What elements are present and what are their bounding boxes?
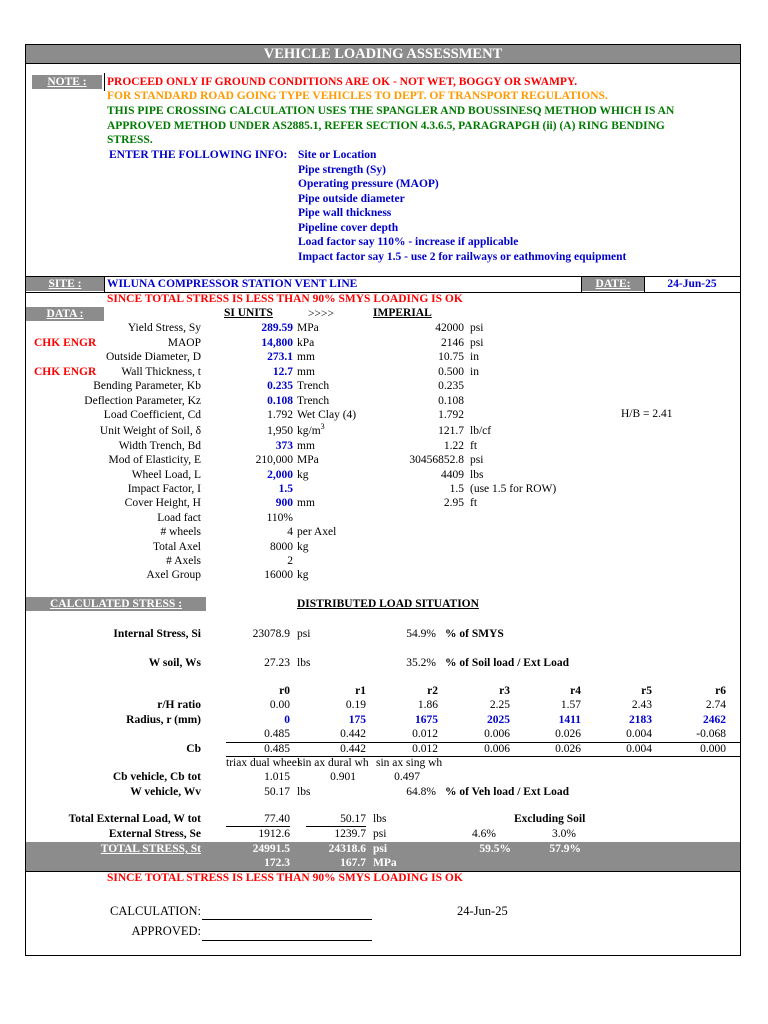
si-value: 1.792 [267,409,293,421]
cb-vehicle-value: 0.497 [394,771,420,783]
enter-info-label: ENTER THE FOLLOWING INFO: [109,149,288,161]
si-value: 210,000 [255,454,293,466]
divider [226,742,740,743]
r-header: r2 [427,685,438,697]
si-value: 900 [275,497,293,509]
imperial-value: 1.22 [443,440,464,452]
row-label: Load fact [157,512,201,524]
w-vehicle-unit: lbs [297,786,311,798]
rh-ratio-value: 1.86 [417,699,438,711]
arrows: >>>> [308,308,334,320]
cb-raw-value: 0.004 [626,728,652,740]
enter-item: Load factor say 110% - increase if applicable [298,236,519,248]
imperial-unit: (use 1.5 for ROW) [470,483,557,495]
wsoil-unit: lbs [297,657,311,669]
si-value: 289.59 [261,322,293,334]
r-header: r1 [355,685,366,697]
radius-label: Radius, r (mm) [126,714,201,726]
imperial-header: IMPERIAL [373,307,432,319]
imperial-value: 0.108 [438,395,464,407]
w-tot-label: Total External Load, W tot [68,813,201,825]
calculation-label: CALCULATION: [110,904,201,918]
si-value: 14,800 [261,337,293,349]
r-header: r6 [715,685,726,697]
si-value: 2 [287,555,293,567]
si-value: 12.7 [272,366,293,378]
enter-item: Site or Location [298,149,377,161]
si-unit: per Axel [297,526,337,538]
total-stress-value-2: 24318.6 [328,843,366,855]
cb-value: 0.485 [264,743,290,755]
w-tot-value-1: 77.40 [264,813,290,825]
cb-label: Cb [186,743,201,755]
wheel-type: triax dual wheel [226,757,301,769]
si-unit: MPa [297,454,319,466]
si-unit: kPa [297,337,315,349]
title-band [26,45,740,63]
cb-raw-value: 0.442 [340,728,366,740]
note-line-3b: APPROVED METHOD UNDER AS2885.1, REFER SECTION 4.3.6.5, PARAGRAPGH (ii) (A) RING BENDING [107,120,665,132]
total-stress-pct-2: 57.9% [549,843,581,855]
imperial-value: 121.7 [438,425,464,437]
si-value: 2,000 [267,469,293,481]
si-value: 1,950 [267,425,293,437]
enter-item: Pipeline cover depth [298,222,399,234]
cb-value: 0.004 [626,743,652,755]
cb-value: 0.012 [412,743,438,755]
si-unit: MPa [297,322,319,334]
w-vehicle-desc: % of Veh load / Ext Load [445,786,569,798]
cb-raw-value: -0.068 [696,728,726,740]
w-vehicle-value: 50.17 [264,786,290,798]
calculation-date: 24-Jun-25 [457,904,508,918]
imperial-unit: lbs [470,469,484,481]
site-label: SITE : [26,277,104,291]
imperial-unit: in [470,351,479,363]
si-unit: mm [297,366,315,378]
calculation-signature-line[interactable] [202,919,372,920]
page-title: VEHICLE LOADING ASSESSMENT [263,46,503,62]
r-header: r5 [641,685,652,697]
si-value: 16000 [264,569,293,581]
note-label: NOTE : [32,75,102,89]
note-line-3c: STRESS. [107,134,153,146]
enter-item: Pipe wall thickness [298,207,392,219]
enter-item: Operating pressure (MAOP) [298,178,439,190]
row-label: MAOP [167,337,201,349]
cb-value: 0.026 [555,743,581,755]
imperial-unit: in [470,366,479,378]
internal-stress-pct: 54.9% [406,628,436,640]
divider [644,276,645,292]
cb-vehicle-value: 0.901 [330,771,356,783]
excluding-soil-label: Excluding Soil [514,813,586,825]
si-value: 8000 [270,541,293,553]
distributed-load-heading: DISTRIBUTED LOAD SITUATION [297,598,479,610]
imperial-unit: ft [470,497,478,509]
w-tot-value-2: 50.17 [340,813,366,825]
si-value: 373 [275,440,293,452]
check-engineer-flag: CHK ENGR [34,366,97,378]
radius-value: 0 [284,714,290,726]
data-label: DATA : [26,307,104,321]
row-label: Deflection Parameter, Kz [84,395,201,407]
site-value: WILUNA COMPRESSOR STATION VENT LINE [107,278,358,290]
row-label: Impact Factor, I [127,483,201,495]
r-header: r0 [279,685,290,697]
si-unit: kg [297,541,309,553]
total-stress-mpa-2: 167.7 [340,857,366,869]
r-header: r3 [499,685,510,697]
enter-item: Pipe outside diameter [298,193,405,205]
rh-ratio-value: 0.00 [269,699,290,711]
row-label: Width Trench, Bd [118,440,201,452]
si-unit [297,424,325,438]
radius-value: 2462 [703,714,726,726]
si-unit: mm [297,440,315,452]
si-value: 273.1 [267,351,293,363]
conclusion-top: SINCE TOTAL STRESS IS LESS THAN 90% SMYS LOADING IS OK [107,293,463,305]
cb-raw-value: 0.485 [264,728,290,740]
row-label: Load Coefficient, Cd [103,409,201,421]
imperial-unit: psi [470,337,484,349]
cb-value: 0.000 [700,743,726,755]
wsoil-label: W soil, Ws [148,657,201,669]
si-unit: kg [297,469,309,481]
cb-vehicle-value: 1.015 [264,771,290,783]
wheel-type: sin ax dural wh [298,757,369,769]
cb-value: 0.006 [484,743,510,755]
row-label: Axel Group [146,569,201,581]
internal-stress-desc: % of SMYS [445,628,504,640]
si-value: 1.5 [278,483,293,495]
rh-ratio-value: 0.19 [345,699,366,711]
w-vehicle-label: W vehicle, Wv [130,786,201,798]
imperial-unit: psi [470,454,484,466]
note-line-3a: THIS PIPE CROSSING CALCULATION USES THE SPANGLER AND BOUSSINESQ METHOD WHICH IS AN [107,105,675,117]
internal-stress-label: Internal Stress, Si [113,628,201,640]
divider [26,63,740,64]
imperial-value: 42000 [435,322,464,334]
si-value: 4 [287,526,293,538]
hb-ratio [621,407,673,421]
cb-value: 0.442 [340,743,366,755]
external-stress-unit: psi [373,828,387,840]
date-value: 24-Jun-25 [667,278,717,290]
imperial-unit: ft [470,440,478,452]
total-stress-pct-1: 59.5% [479,843,511,855]
row-label: Unit Weight of Soil, δ [99,425,201,437]
enter-item: Impact factor say 1.5 - use 2 for railways or eathmoving equipment [298,251,627,263]
external-stress-value-1: 1912.6 [258,828,290,840]
si-unit-superscript: 3 [320,422,325,432]
row-label: Cover Height, H [124,497,201,509]
imperial-value: 2146 [441,337,464,349]
row-label: # wheels [160,526,201,538]
rh-ratio-value: 2.74 [705,699,726,711]
row-label: Bending Parameter, Kb [93,380,201,392]
conclusion-bottom: SINCE TOTAL STRESS IS LESS THAN 90% SMYS LOADING IS OK [107,872,463,884]
cb-vehicle-label: Cb vehicle, Cb tot [112,771,201,783]
si-value: 110% [266,512,293,524]
radius-value: 2183 [629,714,652,726]
si-unit: kg [297,569,309,581]
rh-ratio-value: 2.43 [631,699,652,711]
wsoil-value: 27.23 [264,657,290,669]
wsoil-pct: 35.2% [406,657,436,669]
rh-ratio-label: r/H ratio [157,699,201,711]
imperial-value: 2.95 [443,497,464,509]
row-label: Total Axel [152,541,201,553]
rh-ratio-value: 1.57 [560,699,581,711]
note-line-2: FOR STANDARD ROAD GOING TYPE VEHICLES TO DEPT. OF TRANSPORT REGULATIONS. [107,90,608,102]
divider [104,73,105,91]
total-stress-mpa-1: 172.3 [264,857,290,869]
w-tot-unit: lbs [373,813,387,825]
w-vehicle-pct: 64.8% [406,786,436,798]
total-stress-mpa-unit: MPa [373,857,397,869]
row-label: # Axels [166,555,201,567]
si-unit: Wet Clay (4) [297,409,357,421]
radius-value: 2025 [487,714,510,726]
radius-value: 1675 [415,714,438,726]
si-units-header: SI UNITS [224,307,273,319]
external-stress-pct-1: 4.6% [472,828,496,840]
enter-item: Pipe strength (Sy) [298,164,386,176]
imperial-unit: psi [470,322,484,334]
radius-value: 1411 [558,714,581,726]
cb-raw-value: 0.012 [412,728,438,740]
imperial-value: 0.235 [438,380,464,392]
total-stress-unit: psi [373,843,388,855]
imperial-value: 1.792 [438,409,464,421]
si-unit: mm [297,497,315,509]
row-label: Wheel Load, L [131,469,201,481]
wsoil-desc: % of Soil load / Ext Load [445,657,569,669]
internal-stress-unit: psi [297,628,311,640]
si-unit-text: kg/m [297,425,321,437]
imperial-value: 1.5 [449,483,464,495]
row-label: Outside Diameter, D [105,351,201,363]
imperial-unit: lb/cf [470,425,492,437]
external-stress-label: External Stress, Se [108,828,201,840]
check-engineer-flag: CHK ENGR [34,337,97,349]
calc-stress-label: CALCULATED STRESS : [26,597,206,611]
divider [104,276,105,292]
imperial-value: 0.500 [438,366,464,378]
approved-signature-line[interactable] [202,940,372,941]
si-unit: mm [297,351,315,363]
approved-label: APPROVED: [131,924,201,938]
si-value: 0.235 [267,380,293,392]
row-label: Mod of Elasticity, E [108,454,201,466]
row-label: Wall Thickness, t [121,366,201,378]
assessment-sheet [25,44,741,956]
imperial-value: 4409 [441,469,464,481]
hb-value: 2.41 [652,408,673,420]
date-label: DATE: [582,277,644,291]
si-unit: Trench [297,395,330,407]
external-stress-pct-2: 3.0% [552,828,576,840]
note-line-1: PROCEED ONLY IF GROUND CONDITIONS ARE OK - NOT WET, BOGGY OR SWAMPY. [107,76,578,88]
imperial-value: 30456852.8 [409,454,464,466]
row-label: Yield Stress, Sy [127,322,201,334]
wheel-type: sin ax sing wh [376,757,443,769]
si-value: 0.108 [267,395,293,407]
si-unit: Trench [297,380,330,392]
total-stress-value-1: 24991.5 [252,843,290,855]
rh-ratio-value: 2.25 [489,699,510,711]
internal-stress-value: 23078.9 [252,628,290,640]
cb-raw-value: 0.026 [555,728,581,740]
total-stress-label: TOTAL STRESS, St [100,843,201,855]
hb-label: H/B = [621,408,650,420]
r-header: r4 [570,685,581,697]
imperial-value: 10.75 [438,351,464,363]
cb-raw-value: 0.006 [484,728,510,740]
radius-value: 175 [348,714,366,726]
external-stress-value-2: 1239.7 [334,828,366,840]
